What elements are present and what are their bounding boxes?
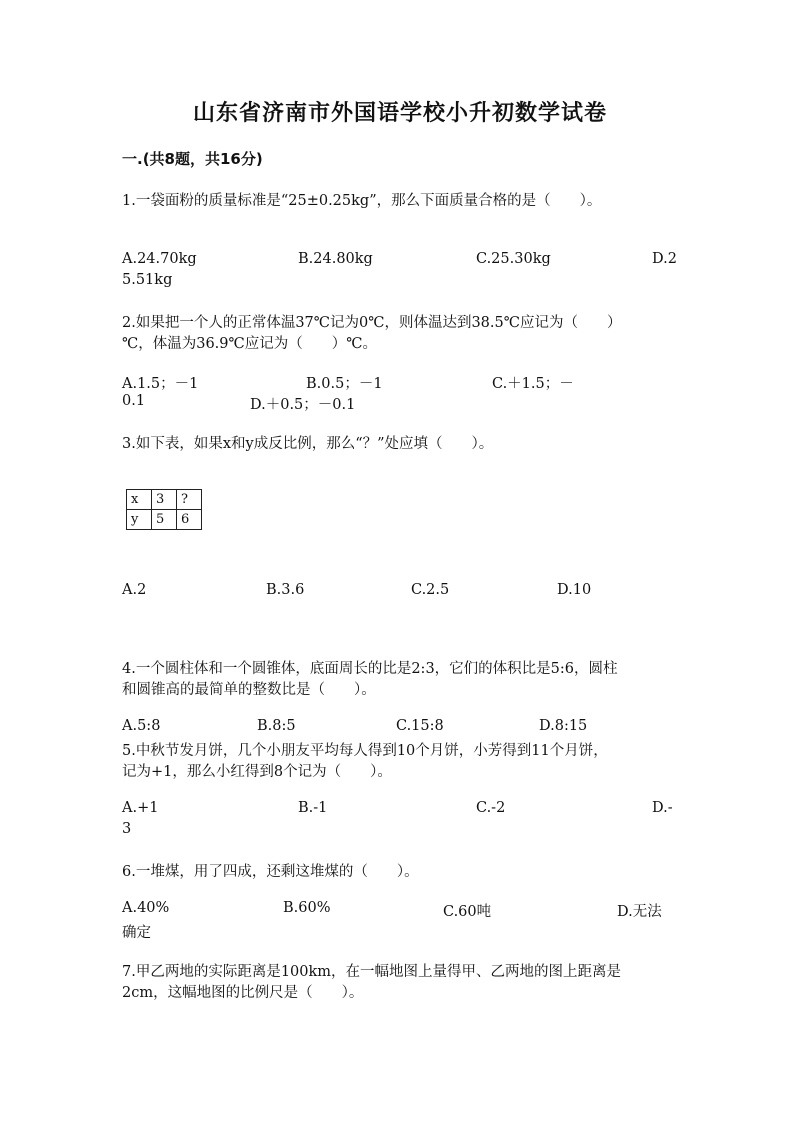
q3-option-d: D.10	[557, 582, 592, 598]
q5-option-c: C.-2	[476, 800, 506, 816]
q2-option-b: B.0.5；－1	[306, 376, 383, 392]
question-3-stem: 3.如下表，如果x和y成反比例，那么“？”处应填（ ）。	[122, 436, 494, 452]
question-7-line-1: 7.甲乙两地的实际距离是100km，在一幅地图上量得甲、乙两地的图上距离是	[122, 964, 622, 980]
question-5-line-1: 5.中秋节发月饼，几个小朋友平均每人得到10个月饼，小芳得到11个月饼，	[122, 743, 608, 759]
question-7-line-2: 2cm，这幅地图的比例尺是（ ）。	[122, 985, 364, 1001]
q3-option-b: B.3.6	[266, 582, 305, 598]
q6-option-d: D.无法	[617, 904, 662, 920]
table-cell: 6	[177, 510, 202, 530]
q6-option-b: B.60%	[283, 900, 331, 916]
section-heading: 一.(共8题，共16分)	[122, 150, 263, 168]
q2-option-d: D.＋0.5；－0.1	[250, 397, 356, 413]
q1-option-d: D.2	[652, 251, 677, 267]
q4-option-a: A.5:8	[122, 718, 161, 734]
q2-option-a: A.1.5；－1	[122, 376, 199, 392]
q6-option-d-continued: 确定	[122, 925, 151, 941]
question-5-line-2: 记为+1，那么小红得到8个记为（ ）。	[122, 764, 392, 780]
q2-option-c: C.＋1.5；－	[492, 376, 574, 392]
q1-option-d-continued: 5.51kg	[122, 272, 173, 288]
question-4-line-1: 4.一个圆柱体和一个圆锥体，底面周长的比是2:3，它们的体积比是5:6，圆柱	[122, 661, 618, 677]
question-2-line-1: 2.如果把一个人的正常体温37℃记为0℃，则体温达到38.5℃应记为（ ）	[122, 315, 622, 331]
q5-option-d: D.-	[652, 800, 673, 816]
xy-table	[126, 489, 202, 530]
q5-option-a: A.+1	[122, 800, 159, 816]
q3-option-c: C.2.5	[411, 582, 450, 598]
q1-option-b: B.24.80kg	[298, 251, 373, 267]
table-cell: x	[127, 490, 152, 510]
question-2-line-2: ℃，体温为36.9℃应记为（ ）℃。	[122, 336, 377, 352]
q6-option-a: A.40%	[122, 900, 170, 916]
q5-option-b: B.-1	[298, 800, 328, 816]
q6-option-c: C.60吨	[443, 904, 492, 920]
table-row	[127, 490, 202, 510]
table-cell: 3	[152, 490, 177, 510]
question-1-stem: 1.一袋面粉的质量标准是“25±0.25kg”，那么下面质量合格的是（ ）。	[122, 193, 602, 209]
q4-option-d: D.8:15	[539, 718, 588, 734]
table-cell: y	[127, 510, 152, 530]
q5-option-d-continued: 3	[122, 821, 132, 837]
q4-option-c: C.15:8	[396, 718, 444, 734]
q1-option-c: C.25.30kg	[476, 251, 551, 267]
q1-option-a: A.24.70kg	[122, 251, 197, 267]
question-4-line-2: 和圆锥高的最简单的整数比是（ ）。	[122, 682, 376, 698]
table-cell: 5	[152, 510, 177, 530]
page-title: 山东省济南市外国语学校小升初数学试卷	[192, 101, 607, 126]
q3-option-a: A.2	[122, 582, 147, 598]
q2-option-c-continued: 0.1	[122, 393, 146, 409]
table-cell: ?	[177, 490, 202, 510]
table-row	[127, 510, 202, 530]
q4-option-b: B.8:5	[257, 718, 296, 734]
question-6-stem: 6.一堆煤，用了四成，还剩这堆煤的（ ）。	[122, 864, 419, 880]
